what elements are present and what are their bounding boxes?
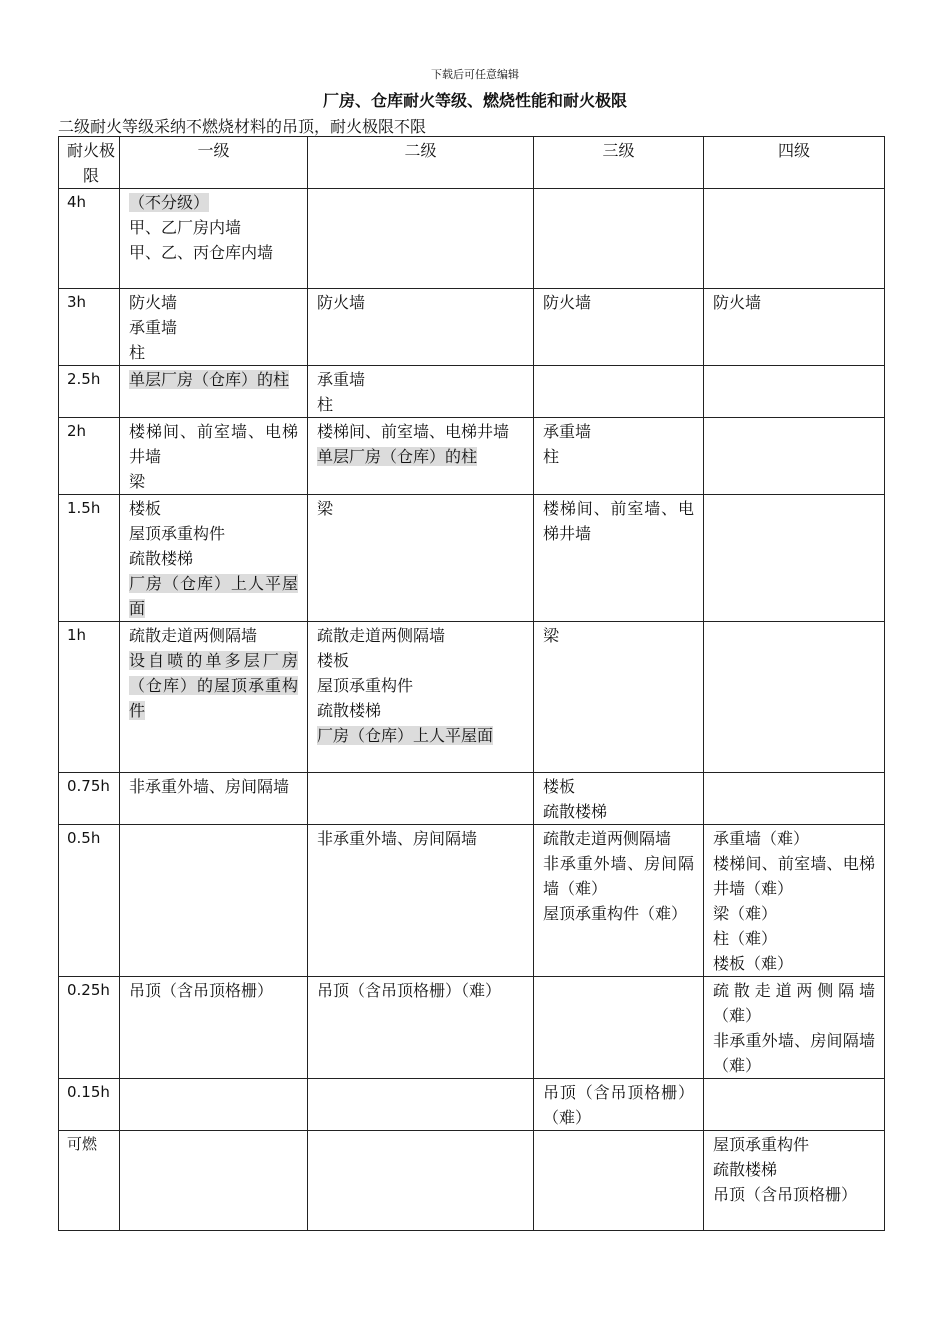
component-item: 吊顶（含吊顶格栅）	[129, 981, 274, 1000]
cell-grade-1	[120, 495, 308, 622]
cell-grade-2	[308, 495, 534, 622]
cell-grade-4	[704, 366, 885, 418]
cell-grade-3	[534, 825, 704, 977]
table-row	[59, 418, 885, 495]
fire-limit-cell: 4h	[59, 189, 120, 289]
cell-grade-1	[120, 366, 308, 418]
component-item: 疏散楼梯	[317, 701, 382, 720]
highlighted-text: 设自喷的单多层厂房（仓库）的屋顶承重构件	[129, 651, 298, 720]
fire-limit-cell: 0.75h	[59, 773, 120, 825]
table-row	[59, 495, 885, 622]
cell-grade-3	[534, 366, 704, 418]
cell-grade-2	[308, 366, 534, 418]
component-item: 承重墙	[543, 422, 592, 441]
fire-resistance-table	[58, 136, 885, 1231]
cell-grade-1	[120, 289, 308, 366]
cell-grade-2	[308, 977, 534, 1079]
component-item: 吊顶（含吊顶格栅）	[713, 1185, 858, 1204]
fire-limit-cell: 0.25h	[59, 977, 120, 1079]
component-item: 非承重外墙、房间隔墙（难）	[713, 1031, 875, 1075]
component-item: 楼梯间、前室墙、电梯井墙	[317, 422, 510, 441]
cell-grade-1	[120, 189, 308, 289]
table-row	[59, 773, 885, 825]
component-item: 屋顶承重构件	[317, 676, 414, 695]
fire-limit-cell: 2.5h	[59, 366, 120, 418]
cell-grade-2	[308, 622, 534, 773]
component-item: 防火墙	[129, 293, 178, 312]
component-item	[129, 367, 298, 392]
cell-grade-3	[534, 289, 704, 366]
cell-grade-2	[308, 773, 534, 825]
fire-limit-cell: 可燃	[59, 1131, 120, 1231]
cell-grade-1	[120, 1131, 308, 1231]
component-item: 防火墙	[713, 293, 762, 312]
highlighted-text: （不分级）	[129, 193, 210, 212]
header-cell-grade-4: 四级	[704, 137, 885, 189]
cell-grade-1	[120, 622, 308, 773]
table-body	[59, 189, 885, 1231]
component-item: 吊顶（含吊顶格栅）（难）	[543, 1083, 694, 1127]
component-item: 承重墙	[317, 370, 366, 389]
cell-grade-4	[704, 977, 885, 1079]
component-item: 承重墙（难）	[713, 829, 810, 848]
fire-limit-cell: 0.15h	[59, 1079, 120, 1131]
component-item: 梁（难）	[713, 904, 778, 923]
cell-grade-4	[704, 622, 885, 773]
component-item: 梁	[317, 499, 334, 518]
component-item: 疏散走道两侧隔墙	[129, 626, 258, 645]
component-item	[129, 571, 298, 621]
component-item	[317, 723, 524, 748]
cell-grade-2	[308, 289, 534, 366]
cell-grade-1	[120, 1079, 308, 1131]
header-cell-grade-3: 三级	[534, 137, 704, 189]
cell-grade-2	[308, 825, 534, 977]
component-item: 承重墙	[129, 318, 178, 337]
table-header-row	[59, 137, 885, 189]
cell-grade-1	[120, 825, 308, 977]
cell-grade-4	[704, 418, 885, 495]
component-item: 屋顶承重构件	[713, 1135, 810, 1154]
table-row	[59, 366, 885, 418]
cell-grade-3	[534, 977, 704, 1079]
header-cell-grade-1: 一级	[120, 137, 308, 189]
fire-limit-cell: 1.5h	[59, 495, 120, 622]
page-title: 厂房、仓库耐火等级、燃烧性能和耐火极限	[322, 91, 627, 110]
component-item: 非承重外墙、房间隔墙（难）	[543, 854, 694, 898]
component-item: 屋顶承重构件	[129, 524, 226, 543]
component-item: 疏散走道两侧隔墙	[317, 626, 446, 645]
cell-grade-2	[308, 1079, 534, 1131]
component-item: 楼板（难）	[713, 954, 794, 973]
cell-grade-3	[534, 1079, 704, 1131]
cell-grade-3	[534, 495, 704, 622]
cell-grade-4	[704, 495, 885, 622]
table-row	[59, 1131, 885, 1231]
subtitle-note: 二级耐火等级采纳不燃烧材料的吊顶，耐火极限不限	[58, 117, 427, 136]
cell-grade-3	[534, 1131, 704, 1231]
component-item: 甲、乙厂房内墙	[129, 218, 242, 237]
header-cell-grade-2: 二级	[308, 137, 534, 189]
component-item	[317, 444, 524, 469]
cell-grade-4	[704, 1079, 885, 1131]
cell-grade-2	[308, 418, 534, 495]
component-item: 屋顶承重构件（难）	[543, 904, 688, 923]
cell-grade-1	[120, 773, 308, 825]
cell-grade-2	[308, 189, 534, 289]
component-item: 甲、乙、丙仓库内墙	[129, 243, 274, 262]
component-item: 梁	[543, 626, 560, 645]
component-item	[129, 190, 298, 215]
component-item: 疏散楼梯	[129, 549, 194, 568]
component-item: 非承重外墙、房间隔墙	[317, 829, 478, 848]
component-item: 柱（难）	[713, 929, 778, 948]
fire-limit-cell: 0.5h	[59, 825, 120, 977]
highlighted-text: 单层厂房（仓库）的柱	[129, 370, 290, 389]
highlighted-text: 厂房（仓库）上人平屋面	[317, 726, 494, 745]
component-item: 柱	[317, 395, 334, 414]
cell-grade-3	[534, 773, 704, 825]
fire-limit-cell: 2h	[59, 418, 120, 495]
table-row	[59, 1079, 885, 1131]
cell-grade-4	[704, 1131, 885, 1231]
component-item: 梁	[129, 472, 146, 491]
header-note: 下载后可任意编辑	[431, 68, 519, 81]
header-cell-limit: 耐火极限	[59, 137, 120, 189]
component-item: 防火墙	[317, 293, 366, 312]
component-item: 楼板	[129, 499, 162, 518]
fire-limit-cell: 1h	[59, 622, 120, 773]
cell-grade-4	[704, 825, 885, 977]
table-row	[59, 825, 885, 977]
table-row	[59, 977, 885, 1079]
component-item	[129, 648, 298, 723]
cell-grade-1	[120, 418, 308, 495]
cell-grade-3	[534, 189, 704, 289]
cell-grade-3	[534, 622, 704, 773]
component-item: 柱	[543, 447, 560, 466]
component-item: 疏散楼梯	[713, 1160, 778, 1179]
component-item: 疏散楼梯	[543, 802, 608, 821]
component-item: 吊顶（含吊顶格栅）（难）	[317, 981, 502, 1000]
component-item: 楼梯间、前室墙、电梯井墙	[543, 499, 694, 543]
highlighted-text: 厂房（仓库）上人平屋面	[129, 574, 298, 618]
component-item: 疏散走道两侧隔墙（难）	[713, 981, 875, 1025]
component-item: 非承重外墙、房间隔墙	[129, 777, 290, 796]
cell-grade-4	[704, 189, 885, 289]
component-item: 防火墙	[543, 293, 592, 312]
cell-grade-3	[534, 418, 704, 495]
cell-grade-2	[308, 1131, 534, 1231]
fire-limit-cell: 3h	[59, 289, 120, 366]
table-row	[59, 289, 885, 366]
component-item: 柱	[129, 343, 146, 362]
component-item: 楼梯间、前室墙、电梯井墙（难）	[713, 854, 875, 898]
cell-grade-1	[120, 977, 308, 1079]
component-item: 楼板	[543, 777, 576, 796]
component-item: 楼板	[317, 651, 350, 670]
highlighted-text: 单层厂房（仓库）的柱	[317, 447, 478, 466]
component-item: 疏散走道两侧隔墙	[543, 829, 672, 848]
table-row	[59, 622, 885, 773]
table-row	[59, 189, 885, 289]
cell-grade-4	[704, 289, 885, 366]
component-item: 楼梯间、前室墙、电梯井墙	[129, 422, 298, 466]
cell-grade-4	[704, 773, 885, 825]
